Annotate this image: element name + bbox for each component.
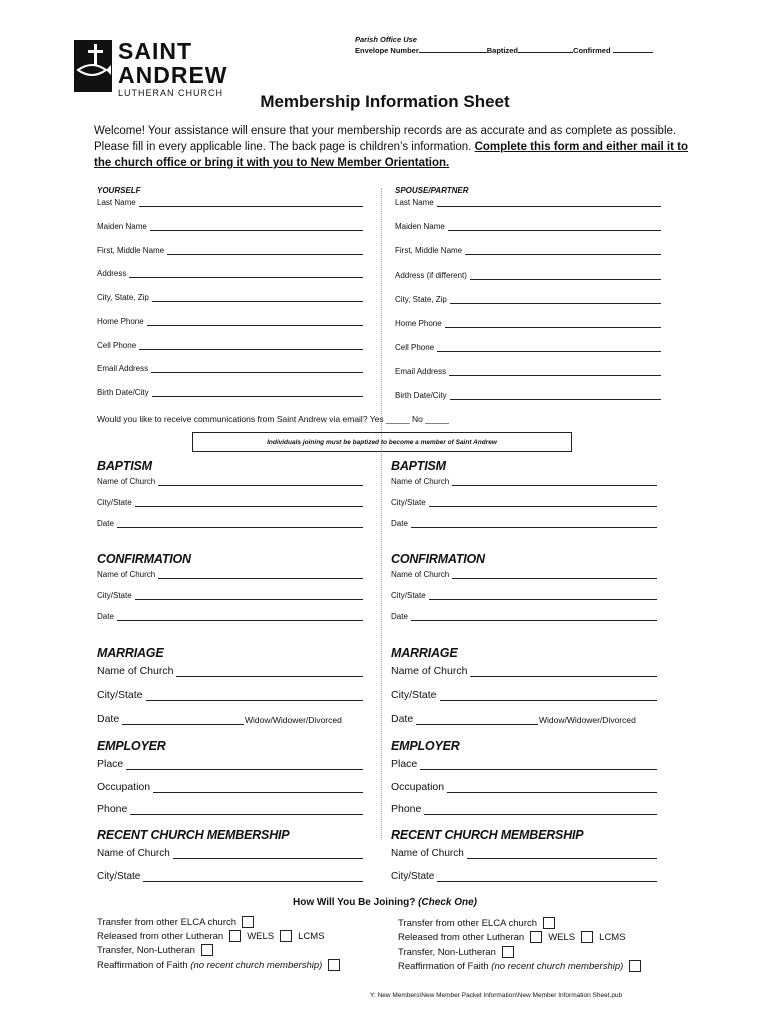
fill-in-line[interactable] xyxy=(129,269,363,278)
field-label: Name of Church xyxy=(97,570,156,579)
email-question: Would you like to receive communications from Saint Andrew via email? Yes _____ No _____ xyxy=(97,414,449,424)
spouse-field xyxy=(395,198,661,207)
fill-in-line[interactable] xyxy=(130,806,363,815)
spouse-field xyxy=(395,222,661,231)
wels-label: WELS xyxy=(247,930,275,942)
field-label: Occupation xyxy=(391,781,445,793)
baptism-field xyxy=(97,519,363,528)
marital-status-label: Widow/Widower/Divorced xyxy=(245,715,342,725)
field-label: Home Phone xyxy=(97,317,144,326)
fill-in-line[interactable] xyxy=(437,198,661,207)
confirmation-field xyxy=(97,570,363,579)
column-divider xyxy=(381,188,382,840)
joining-heading-italic: (Check One) xyxy=(418,897,477,908)
wels-label: WELS xyxy=(548,931,576,943)
field-label: Cell Phone xyxy=(97,341,137,350)
field-label: Address xyxy=(97,269,127,278)
checkbox[interactable] xyxy=(530,931,542,943)
marital-status-label: Widow/Widower/Divorced xyxy=(539,715,636,725)
checkbox[interactable] xyxy=(328,959,340,971)
spouse-field xyxy=(395,391,661,400)
recent-heading: RECENT CHURCH MEMBERSHIP xyxy=(97,828,290,842)
fill-in-line[interactable] xyxy=(158,570,363,579)
fill-in-line[interactable] xyxy=(437,343,661,352)
joining-option-row xyxy=(97,916,260,928)
field-label: Name of Church xyxy=(97,848,170,859)
field-label: Birth Date/City xyxy=(395,391,447,400)
reaffirm-label: Reaffirmation of Faith xyxy=(97,959,188,971)
file-path-footer: Y: New Members\New Member Packet Information\New Member Information Sheet.pub xyxy=(370,992,623,999)
field-label: Phone xyxy=(391,803,422,815)
yourself-field xyxy=(97,388,363,397)
joining-option-row xyxy=(398,931,626,943)
joining-heading-text: How Will You Be Joining? xyxy=(292,897,416,908)
parish-office-fields xyxy=(355,46,653,55)
recent-field xyxy=(97,848,363,859)
baptism-field xyxy=(97,498,363,507)
lcms-label: LCMS xyxy=(599,931,626,943)
yourself-field xyxy=(97,341,363,350)
spouse-field xyxy=(395,271,661,280)
fill-in-line[interactable] xyxy=(153,784,363,793)
fill-in-line[interactable] xyxy=(139,198,363,207)
reaffirm-note: (no recent church membership) xyxy=(190,959,323,971)
fill-in-line[interactable] xyxy=(465,246,661,255)
field-label: Name of Church xyxy=(391,665,468,677)
logo-text-saint: SAINT xyxy=(118,38,192,64)
fill-in-line[interactable] xyxy=(448,222,661,231)
joining-option-row xyxy=(398,946,520,958)
fill-in-line[interactable] xyxy=(437,873,657,882)
fill-in-line[interactable] xyxy=(440,692,657,701)
spouse-heading: SPOUSE/PARTNER xyxy=(395,186,469,195)
field-label: Date xyxy=(97,713,120,725)
field-label: City/State xyxy=(391,498,426,507)
non-lutheran-label: Transfer, Non-Lutheran xyxy=(398,946,496,958)
intro-text: Welcome! Your assistance will ensure that your membership records are as accurate and as complete as possible. Please fill in every applicable line. The back page is children’s information. xyxy=(94,125,677,153)
logo-text-lutheran: LUTHERAN CHURCH xyxy=(118,88,224,98)
fill-in-line[interactable] xyxy=(152,293,363,302)
baptism-field xyxy=(391,498,657,507)
field-label: City/State xyxy=(391,689,437,701)
fill-in-line[interactable] xyxy=(470,668,657,677)
yourself-heading: YOURSELF xyxy=(97,186,141,195)
fill-in-line[interactable] xyxy=(420,761,657,770)
marriage-field xyxy=(391,689,657,701)
joining-heading xyxy=(0,897,770,908)
spouse-field xyxy=(395,319,661,328)
baptism-heading: BAPTISM xyxy=(97,459,152,473)
fill-in-line[interactable] xyxy=(152,388,363,397)
intro-paragraph xyxy=(94,123,694,171)
fill-in-line[interactable] xyxy=(424,806,657,815)
confirmed-label: Confirmed xyxy=(573,46,611,55)
intro-bold-instructions: Complete this form and either mail it to the church office or bring it with you to New Member Orientation. xyxy=(94,141,688,169)
church-logo-cross-fish-icon xyxy=(74,40,112,92)
employer-field xyxy=(97,803,363,815)
field-label: Birth Date/City xyxy=(97,388,149,397)
recent-field xyxy=(391,848,657,859)
fill-in-line[interactable] xyxy=(126,761,363,770)
field-label: City, State, Zip xyxy=(395,295,447,304)
non-lutheran-label: Transfer, Non-Lutheran xyxy=(97,944,195,956)
fill-in-line[interactable] xyxy=(143,873,363,882)
field-label: City, State, Zip xyxy=(97,293,149,302)
confirmation-field xyxy=(391,570,657,579)
fill-in-line[interactable] xyxy=(452,477,657,486)
reaffirm-note: (no recent church membership) xyxy=(491,960,624,972)
fill-in-line[interactable] xyxy=(429,498,657,507)
page-title: Membership Information Sheet xyxy=(260,92,510,111)
spouse-field xyxy=(395,246,661,255)
checkbox[interactable] xyxy=(543,917,555,929)
logo-text-andrew: ANDREW xyxy=(118,62,228,88)
checkbox[interactable] xyxy=(229,930,241,942)
field-label: Home Phone xyxy=(395,319,442,328)
recent-field xyxy=(391,871,657,882)
field-label: First, Middle Name xyxy=(395,246,463,255)
fill-in-line[interactable] xyxy=(470,271,661,280)
fill-in-line[interactable] xyxy=(135,591,363,600)
reaffirm-label: Reaffirmation of Faith xyxy=(398,960,489,972)
marriage-field xyxy=(391,665,657,677)
yourself-field xyxy=(97,317,363,326)
joining-option-row xyxy=(97,930,325,942)
joining-option-row xyxy=(97,944,219,956)
marriage-heading: MARRIAGE xyxy=(391,646,458,660)
joining-option-row xyxy=(398,917,561,929)
baptism-requirement-notice: Individuals joining must be baptized to become a member of Saint Andrew xyxy=(192,432,572,452)
joining-option-row xyxy=(398,960,647,972)
employer-field xyxy=(97,758,363,770)
employer-field xyxy=(391,781,657,793)
checkbox[interactable] xyxy=(581,931,593,943)
marriage-field xyxy=(97,713,244,725)
confirmation-heading: CONFIRMATION xyxy=(97,552,191,566)
field-label: City/State xyxy=(97,498,132,507)
yourself-field xyxy=(97,198,363,207)
fill-in-line[interactable] xyxy=(447,784,657,793)
baptism-heading: BAPTISM xyxy=(391,459,446,473)
field-label: Occupation xyxy=(97,781,151,793)
field-label: City/State xyxy=(391,871,435,882)
fill-in-line[interactable] xyxy=(158,477,363,486)
field-label: City/State xyxy=(97,871,141,882)
checkbox[interactable] xyxy=(629,960,641,972)
fill-in-line[interactable] xyxy=(117,519,363,528)
confirmation-heading: CONFIRMATION xyxy=(391,552,485,566)
field-label: Date xyxy=(391,519,408,528)
field-label: Email Address xyxy=(97,364,149,373)
fill-in-line[interactable] xyxy=(147,317,363,326)
envelope-label: Envelope Number xyxy=(355,46,419,55)
field-label: First, Middle Name xyxy=(97,246,165,255)
marriage-heading: MARRIAGE xyxy=(97,646,164,660)
confirmation-field xyxy=(97,612,363,621)
yourself-field xyxy=(97,293,363,302)
field-label: City/State xyxy=(391,591,426,600)
fill-in-line[interactable] xyxy=(176,668,363,677)
checkbox[interactable] xyxy=(201,944,213,956)
marriage-field xyxy=(97,689,363,701)
released-lutheran-label: Released from other Lutheran xyxy=(398,931,525,943)
yourself-field xyxy=(97,246,363,255)
checkbox[interactable] xyxy=(502,946,514,958)
fill-in-line[interactable] xyxy=(449,367,661,376)
spouse-field xyxy=(395,367,661,376)
fill-in-line[interactable] xyxy=(416,716,538,725)
baptism-field xyxy=(391,519,657,528)
fill-in-line[interactable] xyxy=(150,222,363,231)
yourself-field xyxy=(97,364,363,373)
marriage-field xyxy=(97,665,363,677)
spouse-field xyxy=(395,295,661,304)
field-label: Name of Church xyxy=(391,848,464,859)
baptized-label: Baptized xyxy=(486,46,519,55)
field-label: Maiden Name xyxy=(97,222,147,231)
transfer-elca-label: Transfer from other ELCA church xyxy=(97,916,237,928)
parish-office-title: Parish Office Use xyxy=(355,35,417,44)
fill-in-line[interactable] xyxy=(122,716,244,725)
transfer-elca-label: Transfer from other ELCA church xyxy=(398,917,538,929)
fill-in-line[interactable] xyxy=(452,570,657,579)
recent-heading: RECENT CHURCH MEMBERSHIP xyxy=(391,828,584,842)
employer-heading: EMPLOYER xyxy=(391,739,460,753)
field-label: City/State xyxy=(97,689,143,701)
fill-in-line[interactable] xyxy=(167,246,363,255)
spouse-field xyxy=(395,343,661,352)
fill-in-line[interactable] xyxy=(411,519,657,528)
employer-field xyxy=(391,758,657,770)
fill-in-line[interactable] xyxy=(429,591,657,600)
confirmation-field xyxy=(391,591,657,600)
employer-field xyxy=(391,803,657,815)
field-label: Date xyxy=(97,519,114,528)
field-label: Place xyxy=(97,758,124,770)
baptism-field xyxy=(391,477,657,486)
field-label: Last Name xyxy=(97,198,136,207)
fill-in-line[interactable] xyxy=(467,850,657,859)
field-label: Name of Church xyxy=(97,665,174,677)
field-label: City/State xyxy=(97,591,132,600)
checkbox[interactable] xyxy=(280,930,292,942)
recent-field xyxy=(97,871,363,882)
yourself-field xyxy=(97,222,363,231)
fill-in-line[interactable] xyxy=(450,391,661,400)
field-label: Date xyxy=(97,612,114,621)
fill-in-line[interactable] xyxy=(411,612,657,621)
field-label: Maiden Name xyxy=(395,222,445,231)
released-lutheran-label: Released from other Lutheran xyxy=(97,930,224,942)
fill-in-line[interactable] xyxy=(445,319,661,328)
field-label: Last Name xyxy=(395,198,434,207)
fill-in-line[interactable] xyxy=(173,850,363,859)
fill-in-line[interactable] xyxy=(117,612,363,621)
employer-field xyxy=(97,781,363,793)
fill-in-line[interactable] xyxy=(450,295,661,304)
field-label: Place xyxy=(391,758,418,770)
fill-in-line[interactable] xyxy=(135,498,363,507)
marriage-field xyxy=(391,713,538,725)
lcms-label: LCMS xyxy=(298,930,325,942)
confirmation-field xyxy=(391,612,657,621)
field-label: Date xyxy=(391,713,414,725)
checkbox[interactable] xyxy=(242,916,254,928)
fill-in-line[interactable] xyxy=(139,341,363,350)
confirmation-field xyxy=(97,591,363,600)
yourself-field xyxy=(97,269,363,278)
field-label: Name of Church xyxy=(391,477,450,486)
field-label: Email Address xyxy=(395,367,447,376)
field-label: Name of Church xyxy=(97,477,156,486)
field-label: Address (if different) xyxy=(395,271,467,280)
field-label: Cell Phone xyxy=(395,343,435,352)
field-label: Phone xyxy=(97,803,128,815)
field-label: Name of Church xyxy=(391,570,450,579)
joining-option-row xyxy=(97,959,346,971)
fill-in-line[interactable] xyxy=(146,692,363,701)
employer-heading: EMPLOYER xyxy=(97,739,166,753)
fill-in-line[interactable] xyxy=(151,364,363,373)
baptism-field xyxy=(97,477,363,486)
field-label: Date xyxy=(391,612,408,621)
